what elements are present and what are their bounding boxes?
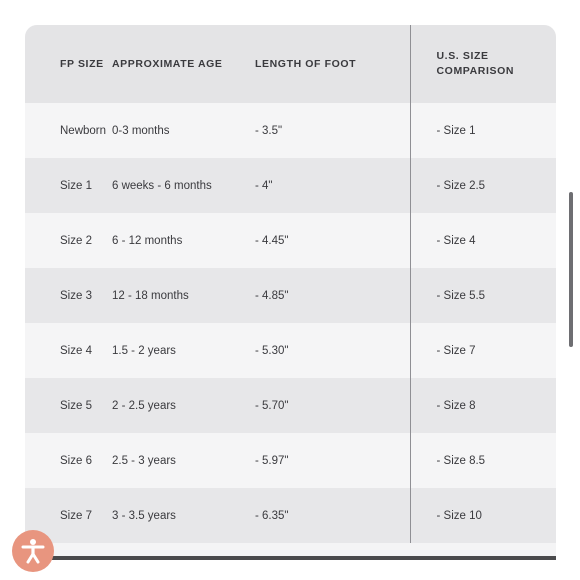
cell-foot-length: - 4.85"	[255, 268, 410, 323]
cell-foot-length: - 4"	[255, 158, 410, 213]
header-us-size-line2: COMPARISON	[436, 65, 515, 77]
table-row	[25, 488, 556, 543]
cell-foot-length: - 5.70"	[255, 378, 410, 433]
table-row	[25, 103, 556, 158]
table-row	[25, 158, 556, 213]
cell-us-size: - Size 8.5	[410, 433, 556, 488]
scrollbar[interactable]	[568, 0, 576, 580]
table-header-row	[25, 25, 556, 103]
cell-fp-size: Size 2	[25, 213, 112, 268]
cell-foot-length: - 5.30"	[255, 323, 410, 378]
cell-age: 3 - 3.5 years	[112, 488, 255, 543]
cell-us-size: - Size 5.5	[410, 268, 556, 323]
header-approximate-age: APPROXIMATE AGE	[112, 25, 255, 103]
cell-age: 0-3 months	[112, 103, 255, 158]
cell-age: 1.5 - 2 years	[112, 323, 255, 378]
cell-us-size: - Size 2.5	[410, 158, 556, 213]
cell-foot-length: - 5.97"	[255, 433, 410, 488]
cell-foot-length: - 6.35"	[255, 488, 410, 543]
header-length-of-foot: LENGTH OF FOOT	[255, 25, 410, 103]
cell-fp-size: Size 6	[25, 433, 112, 488]
table-row	[25, 323, 556, 378]
cell-fp-size: Size 4	[25, 323, 112, 378]
cell-age: 6 weeks - 6 months	[112, 158, 255, 213]
header-fp-size: FP SIZE	[25, 25, 112, 103]
size-chart-card	[25, 25, 556, 560]
table-row	[25, 268, 556, 323]
cell-us-size: - Size 10	[410, 488, 556, 543]
header-us-size-comparison	[410, 25, 556, 103]
cell-fp-size: Size 7	[25, 488, 112, 543]
cell-fp-size: Newborn	[25, 103, 112, 158]
cell-fp-size: Size 3	[25, 268, 112, 323]
cell-age: 12 - 18 months	[112, 268, 255, 323]
header-us-size-line1: U.S. SIZE	[436, 50, 489, 62]
accessibility-button[interactable]	[12, 530, 54, 572]
cell-age: 6 - 12 months	[112, 213, 255, 268]
scrollbar-thumb[interactable]	[569, 192, 573, 347]
table-row	[25, 433, 556, 488]
cell-fp-size: Size 1	[25, 158, 112, 213]
cell-foot-length: - 3.5"	[255, 103, 410, 158]
accessibility-icon	[19, 537, 47, 565]
cell-us-size: - Size 7	[410, 323, 556, 378]
bottom-divider	[25, 556, 556, 560]
table-row	[25, 378, 556, 433]
cell-foot-length: - 4.45"	[255, 213, 410, 268]
cell-age: 2.5 - 3 years	[112, 433, 255, 488]
cell-us-size: - Size 1	[410, 103, 556, 158]
cell-age: 2 - 2.5 years	[112, 378, 255, 433]
table-row	[25, 213, 556, 268]
cell-us-size: - Size 4	[410, 213, 556, 268]
cell-fp-size: Size 5	[25, 378, 112, 433]
cell-us-size: - Size 8	[410, 378, 556, 433]
size-chart-table	[25, 25, 556, 543]
